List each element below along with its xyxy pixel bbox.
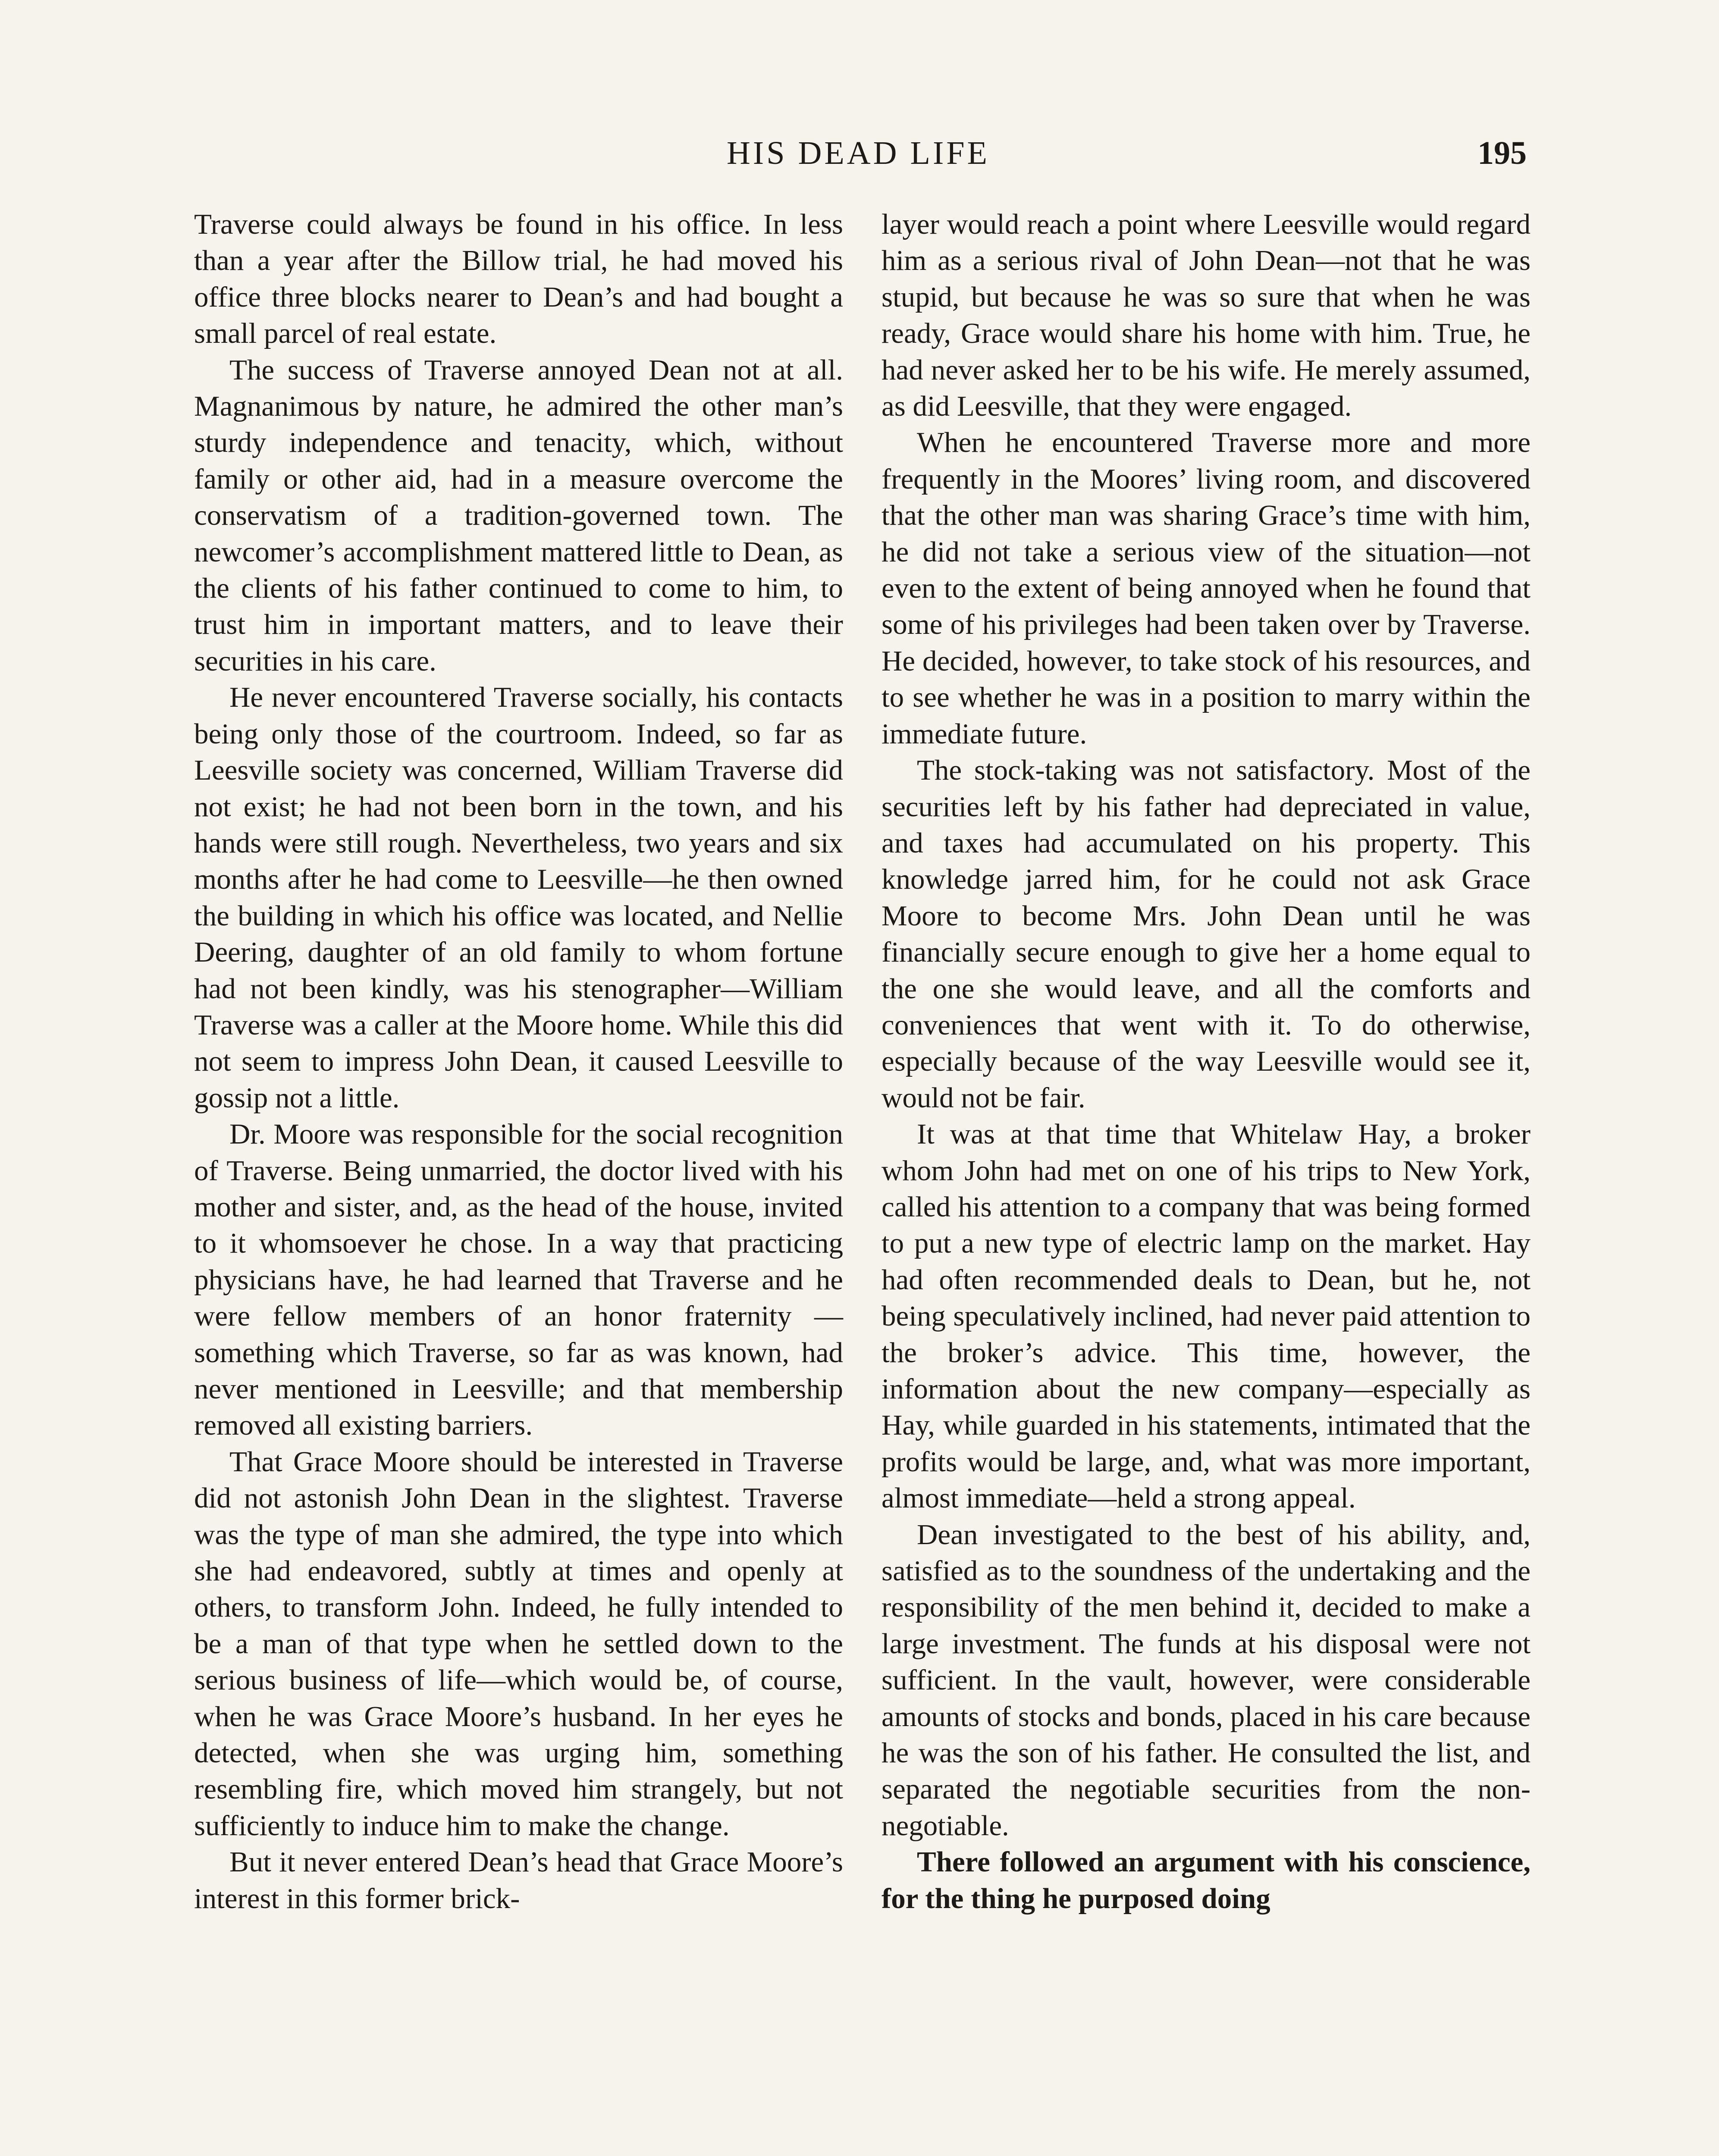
paragraph: The stock-taking was not satisfactory. Most of the securities left by his father had depreciated in value, and taxes had accumulated on his property. This knowledge jarred him, for he could not ask Grace Moore to become Mrs. John Dean until he was financially secure enough to give her a home equal to the one she would leave, and all the comforts and conveniences that went with it. To do otherwise, especially because of the way Leesville would see it, would not be fair.	[881, 754, 1531, 1114]
paragraph: Traverse could always be found in his office. In less than a year after the Billow trial, he had moved his office three blocks nearer to Dean’s and had bought a small parcel of real estate.	[194, 208, 843, 350]
paragraph: That Grace Moore should be interested in Traverse did not astonish John Dean in the slightest. Traverse was the type of man she admired, the type into which she had endeavored, subtly at times and openly at others, to transform John. Indeed, he fully intended to be a man of that type when he settled down to the serious business of life—which would be, of course, when he was Grace Moore’s husband. In her eyes he detected, when she was urging him, something resembling fire, which moved him strangely, but not sufficiently to induce him to make the change.	[194, 1445, 843, 1842]
paragraph: Dean investigated to the best of his ability, and, satisfied as to the soundness of the undertaking and the responsibility of the men behind it, decided to make a large investment. The funds at his disposal were not sufficient. In the vault, however, were considerable amounts of stocks and bonds, placed in his care because he was the son of his father. He consulted the list, and separated the negotiable securities from the non-negotiable.	[881, 1518, 1531, 1842]
paragraph: Dr. Moore was responsible for the social recognition of Traverse. Being unmarried, the doctor lived with his mother and sister, and, as the head of the house, invited to it whomsoever he chose. In a way that practicing physicians have, he had learned that Traverse and he were fellow members of an honor fraternity — something which Traverse, so far as was known, had never mentioned in Leesville; and that membership removed all existing barriers.	[194, 1118, 843, 1442]
paragraph: There followed an argument with his conscience, for the thing he purposed doing	[881, 1846, 1531, 1915]
paragraph: layer would reach a point where Leesville would regard him as a serious rival of John Dean—not that he was stupid, but because he was so sure that when he was ready, Grace would share his home with him. True, he had never asked her to be his wife. He merely assumed, as did Leesville, that they were engaged.	[881, 208, 1531, 423]
paragraph: It was at that time that Whitelaw Hay, a broker whom John had met on one of his trips to New York, called his attention to a company that was being formed to put a new type of electric lamp on the market. Hay had often recommended deals to Dean, but he, not being speculatively inclined, had never paid attention to the broker’s advice. This time, however, the information about the new company—especially as Hay, while guarded in his statements, intimated that the profits would be large, and, what was more important, almost immediate—held a strong appeal.	[881, 1118, 1531, 1514]
page-number: 195	[1477, 135, 1527, 171]
paragraph: The success of Traverse annoyed Dean not at all. Magnanimous by nature, he admired the other man’s sturdy independence and tenacity, which, without family or other aid, had in a measure overcome the conservatism of a tradition-governed town. The newcomer’s accomplishment mattered little to Dean, as the clients of his father continued to come to him, to trust him in important matters, and to leave their securities in his care.	[194, 354, 843, 677]
right-column	[881, 206, 1531, 1917]
paragraph: When he encountered Traverse more and more frequently in the Moores’ living room, and discovered that the other man was sharing Grace’s time with him, he did not take a serious view of the situation—not even to the extent of being annoyed when he found that some of his privileges had been taken over by Traverse. He decided, however, to take stock of his resources, and to see whether he was in a position to marry within the immediate future.	[881, 426, 1531, 750]
page-header	[190, 129, 1527, 181]
paragraph: But it never entered Dean’s head that Grace Moore’s interest in this former brick-	[194, 1846, 843, 1915]
left-column	[194, 206, 843, 1917]
paragraph: He never encountered Traverse socially, his contacts being only those of the courtroom. Indeed, so far as Leesville society was concerned, William Traverse did not exist; he had not been born in the town, and his hands were still rough. Nevertheless, two years and six months after he had come to Leesville—he then owned the building in which his office was located, and Nellie Deering, daughter of an old family to whom fortune had not been kindly, was his stenographer—William Traverse was a caller at the Moore home. While this did not seem to impress John Dean, it caused Leesville to gossip not a little.	[194, 681, 843, 1114]
running-title: HIS DEAD LIFE	[727, 135, 990, 171]
